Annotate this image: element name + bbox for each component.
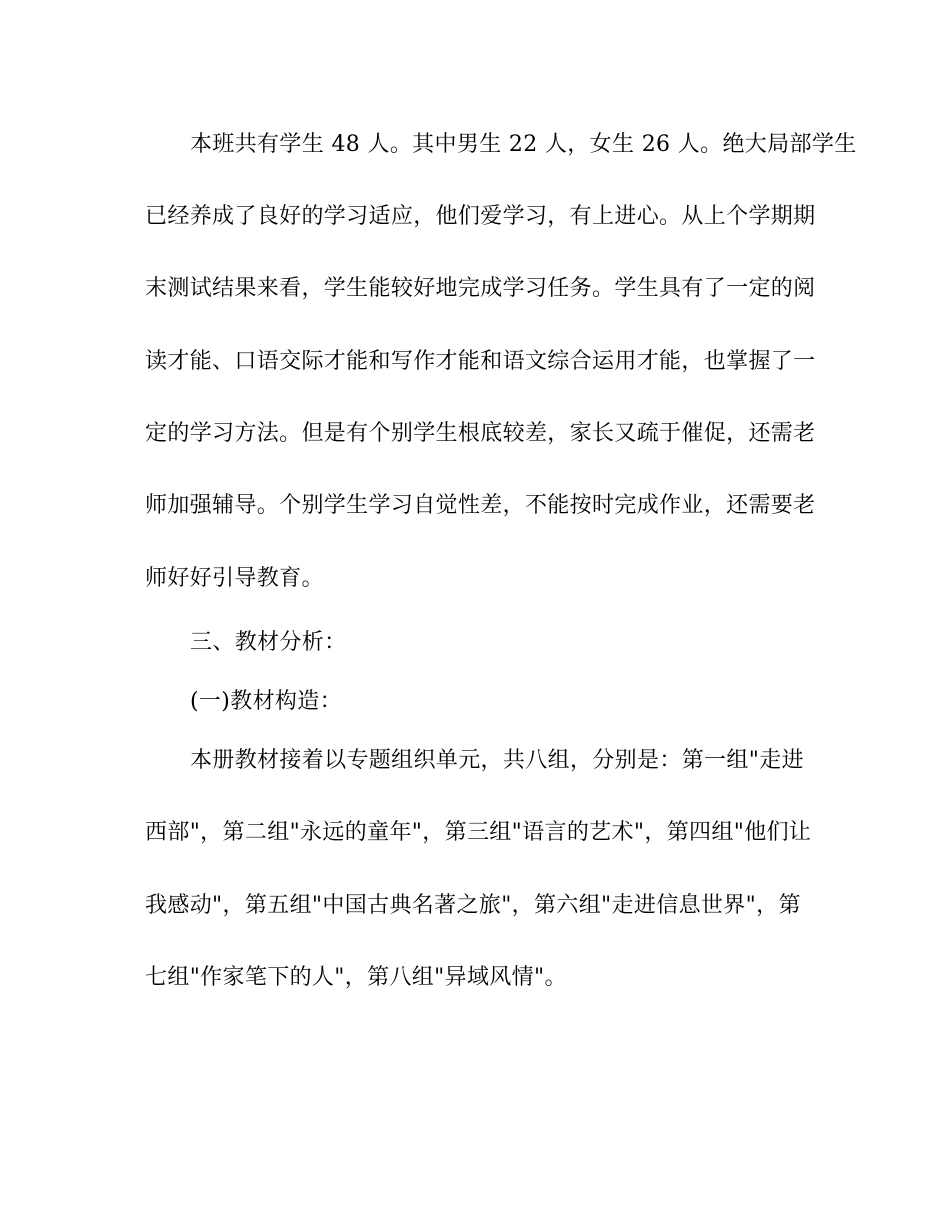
paragraph-2-line-4: 七组"作家笔下的人"，第八组"异域风情"。 [145,965,567,990]
paragraph-2-line-2: 西部"，第二组"永远的童年"，第三组"语言的艺术"，第四组"他们让 [145,820,812,845]
paragraph-2-line-1: 本册教材接着以专题组织单元，共八组，分别是：第一组"走进 [190,748,804,773]
subsection-heading: (一)教材构造： [190,689,342,714]
paragraph-1-line-5: 定的学习方法。但是有个别学生根底较差，家长又疏于催促，还需老 [145,421,816,446]
paragraph-1-line-1: 本班共有学生 48 人。其中男生 22 人，女生 26 人。绝大局部学生 [190,132,857,157]
paragraph-1-line-6: 师加强辅导。个别学生学习自觉性差，不能按时完成作业，还需要老 [145,493,816,518]
paragraph-1-line-4: 读才能、口语交际才能和写作才能和语文综合运用才能，也掌握了一 [145,349,816,374]
paragraph-1-line-3: 末测试结果来看，学生能较好地完成学习任务。学生具有了一定的阅 [145,276,816,301]
paragraph-1-line-2: 已经养成了良好的学习适应，他们爱学习，有上进心。从上个学期期 [145,204,816,229]
paragraph-2-line-3: 我感动"，第五组"中国古典名著之旅"，第六组"走进信息世界"，第 [145,893,801,918]
paragraph-1-line-7: 师好好引导教育。 [145,566,324,591]
section-heading: 三、教材分析： [190,630,347,655]
